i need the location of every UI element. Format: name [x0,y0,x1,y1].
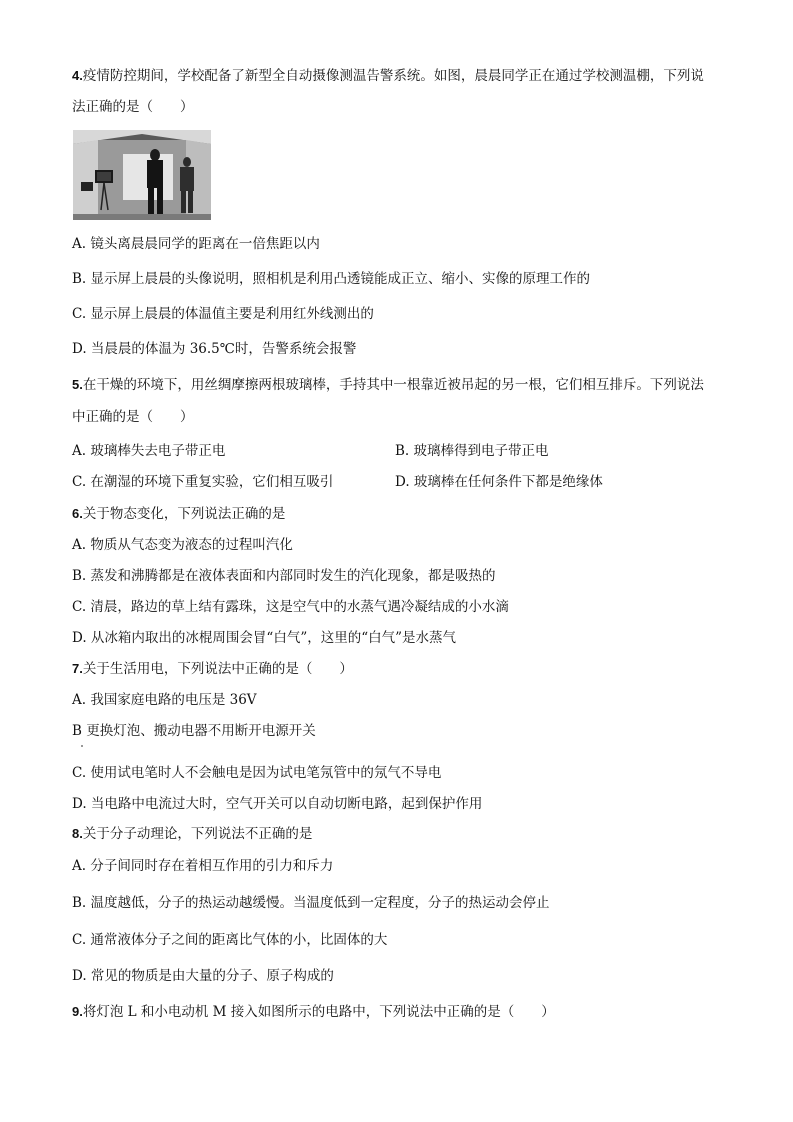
q6-option-b: B. 蒸发和沸腾都是在液体表面和内部同时发生的汽化现象，都是吸热的 [72,568,496,584]
q5-option-d: D. 玻璃棒在任何条件下都是绝缘体 [395,474,603,490]
q7-option-d: D. 当电路中电流过大时，空气开关可以自动切断电路，起到保护作用 [72,796,483,812]
q5-number: 5. [72,377,83,392]
stray-dot [81,745,83,747]
q4-option-a: A. 镜头离晨晨同学的距离在一倍焦距以内 [72,236,320,252]
q4-stem-line2: 法正确的是（ ） [72,99,194,115]
q6-stem-line1 [72,505,285,523]
q6-number: 6. [72,506,83,521]
q4-option-c: C. 显示屏上晨晨的体温值主要是利用红外线测出的 [72,306,374,322]
q4-option-d: D. 当晨晨的体温为 36.5℃时，告警系统会报警 [72,341,357,357]
q6-option-d: D. 从冰箱内取出的冰棍周围会冒“白气”，这里的“白气”是水蒸气 [72,630,457,646]
q9-stem-text: 将灯泡 L 和小电动机 M 接入如图所示的电路中，下列说法中正确的是（ ） [82,1004,555,1020]
q8-option-d: D. 常见的物质是由大量的分子、原子构成的 [72,968,334,984]
q5-stem-line1 [72,376,704,394]
q9-number: 9. [72,1004,83,1019]
q7-number: 7. [72,661,83,676]
q8-stem-text: 关于分子动理论，下列说法不正确的是 [82,826,313,842]
q7-option-b: B 更换灯泡、搬动电器不用断开电源开关 [72,723,316,739]
q8-number: 8. [72,826,83,841]
q8-option-b: B. 温度越低，分子的热运动越缓慢。当温度低到一定程度，分子的热运动会停止 [72,895,550,911]
temperature-tent-photo [73,130,211,220]
q5-option-b: B. 玻璃棒得到电子带正电 [395,443,549,459]
q6-stem-text: 关于物态变化，下列说法正确的是 [82,506,286,522]
q7-option-a: A. 我国家庭电路的电压是 36V [72,692,257,708]
q4-option-b: B. 显示屏上晨晨的头像说明，照相机是利用凸透镜能成正立、缩小、实像的原理工作的 [72,271,591,287]
q9-stem-line1 [72,1003,555,1021]
q8-option-c: C. 通常液体分子之间的距离比气体的小，比固体的大 [72,932,388,948]
q5-option-a: A. 玻璃棒失去电子带正电 [72,443,226,459]
q7-option-c: C. 使用试电笔时人不会触电是因为试电笔氖管中的氖气不导电 [72,765,442,781]
q8-stem-line1 [72,825,312,843]
q7-stem-line1 [72,660,353,678]
q4-stem-line1 [72,67,704,85]
q5-stem-line2: 中正确的是（ ） [72,409,194,425]
q5-option-c: C. 在潮湿的环境下重复实验，它们相互吸引 [72,474,334,490]
q4-stem-text: 疫情防控期间，学校配备了新型全自动摄像测温告警系统。如图，晨晨同学正在通过学校测温棚，下列说 [82,68,704,84]
q6-option-a: A. 物质从气态变为液态的过程叫汽化 [72,537,293,553]
q8-option-a: A. 分子间同时存在着相互作用的引力和斥力 [72,858,334,874]
q5-stem-text: 在干燥的环境下，用丝绸摩擦两根玻璃棒，手持其中一根靠近被吊起的另一根，它们相互排斥。下列说法 [82,377,704,393]
q7-stem-text: 关于生活用电，下列说法中正确的是（ ） [82,661,353,677]
q4-number: 4. [72,68,83,83]
q6-option-c: C. 清晨，路边的草上结有露珠，这是空气中的水蒸气遇冷凝结成的小水滴 [72,599,509,615]
